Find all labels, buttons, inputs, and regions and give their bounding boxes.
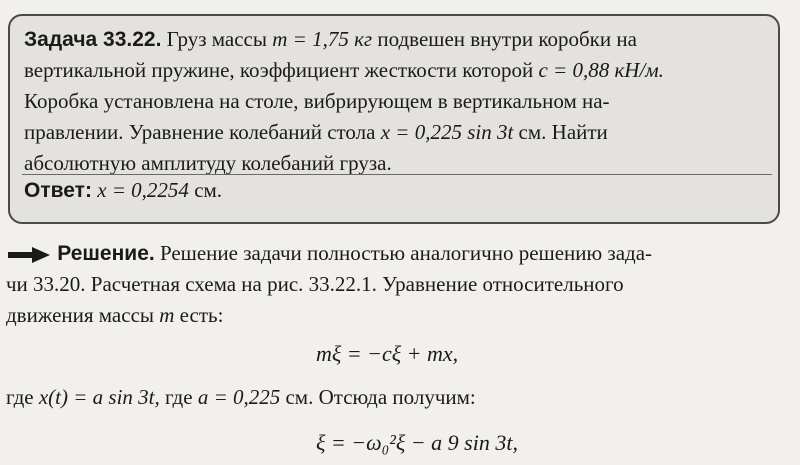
problem-text: правлении. Уравнение колебаний стола [24, 120, 376, 144]
stiffness-value: c = 0,88 кН/м. [538, 58, 664, 82]
equation-text: mξ = −cξ + mx, [316, 341, 459, 366]
arrow-icon [6, 246, 52, 264]
solution-text: где [164, 385, 193, 409]
answer [24, 178, 222, 203]
equation-text: ξ = −ω₀²ξ − a 9 sin 3t, [316, 430, 518, 455]
solution-text: см. Отсюда получим: [285, 385, 476, 409]
problem-line-2 [24, 55, 772, 86]
problem-text: подвешен внутри коробки на [377, 27, 637, 51]
problem-text: вертикальной пружине, коэффициент жесткости которой [24, 58, 534, 82]
problem-text: см. Найти [518, 120, 608, 144]
table-equation: x = 0,225 sin 3t [380, 120, 514, 144]
problem-statement [24, 24, 772, 179]
problem-line-5: абсолютную амплитуду колебаний груза. [24, 151, 392, 175]
solution-line-4 [6, 385, 476, 410]
solution-label: Решение. [57, 242, 155, 265]
problem-text: Груз массы [166, 27, 267, 51]
displacement-equation: x(t) = a sin 3t, [38, 385, 160, 409]
problem-line-1 [24, 24, 772, 55]
answer-divider [22, 174, 772, 175]
answer-value: x = 0,2254 [97, 178, 189, 202]
equation-result [316, 430, 518, 456]
solution-line-2: чи 33.20. Расчетная схема на рис. 33.22.1. Уравнение относительного [6, 272, 624, 296]
solution [6, 238, 790, 331]
answer-unit: см. [194, 178, 223, 202]
answer-label: Ответ: [24, 179, 92, 202]
problem-line-3: Коробка установлена на столе, вибрирующем в вертикальном на- [24, 89, 610, 113]
problem-title: Задача 33.22. [24, 28, 162, 51]
solution-line-3 [6, 300, 790, 331]
mass-value: m = 1,75 кг [272, 27, 373, 51]
equation-relative-motion [316, 341, 458, 367]
amplitude-value: a = 0,225 [197, 385, 281, 409]
solution-text: движения массы [6, 303, 154, 327]
solution-line-1 [6, 238, 790, 269]
solution-text: есть: [179, 303, 224, 327]
mass-variable: m [159, 303, 175, 327]
solution-text: Решение задачи полностью аналогично решению зада- [159, 241, 653, 265]
solution-text: где [6, 385, 34, 409]
problem-line-4 [24, 117, 772, 148]
